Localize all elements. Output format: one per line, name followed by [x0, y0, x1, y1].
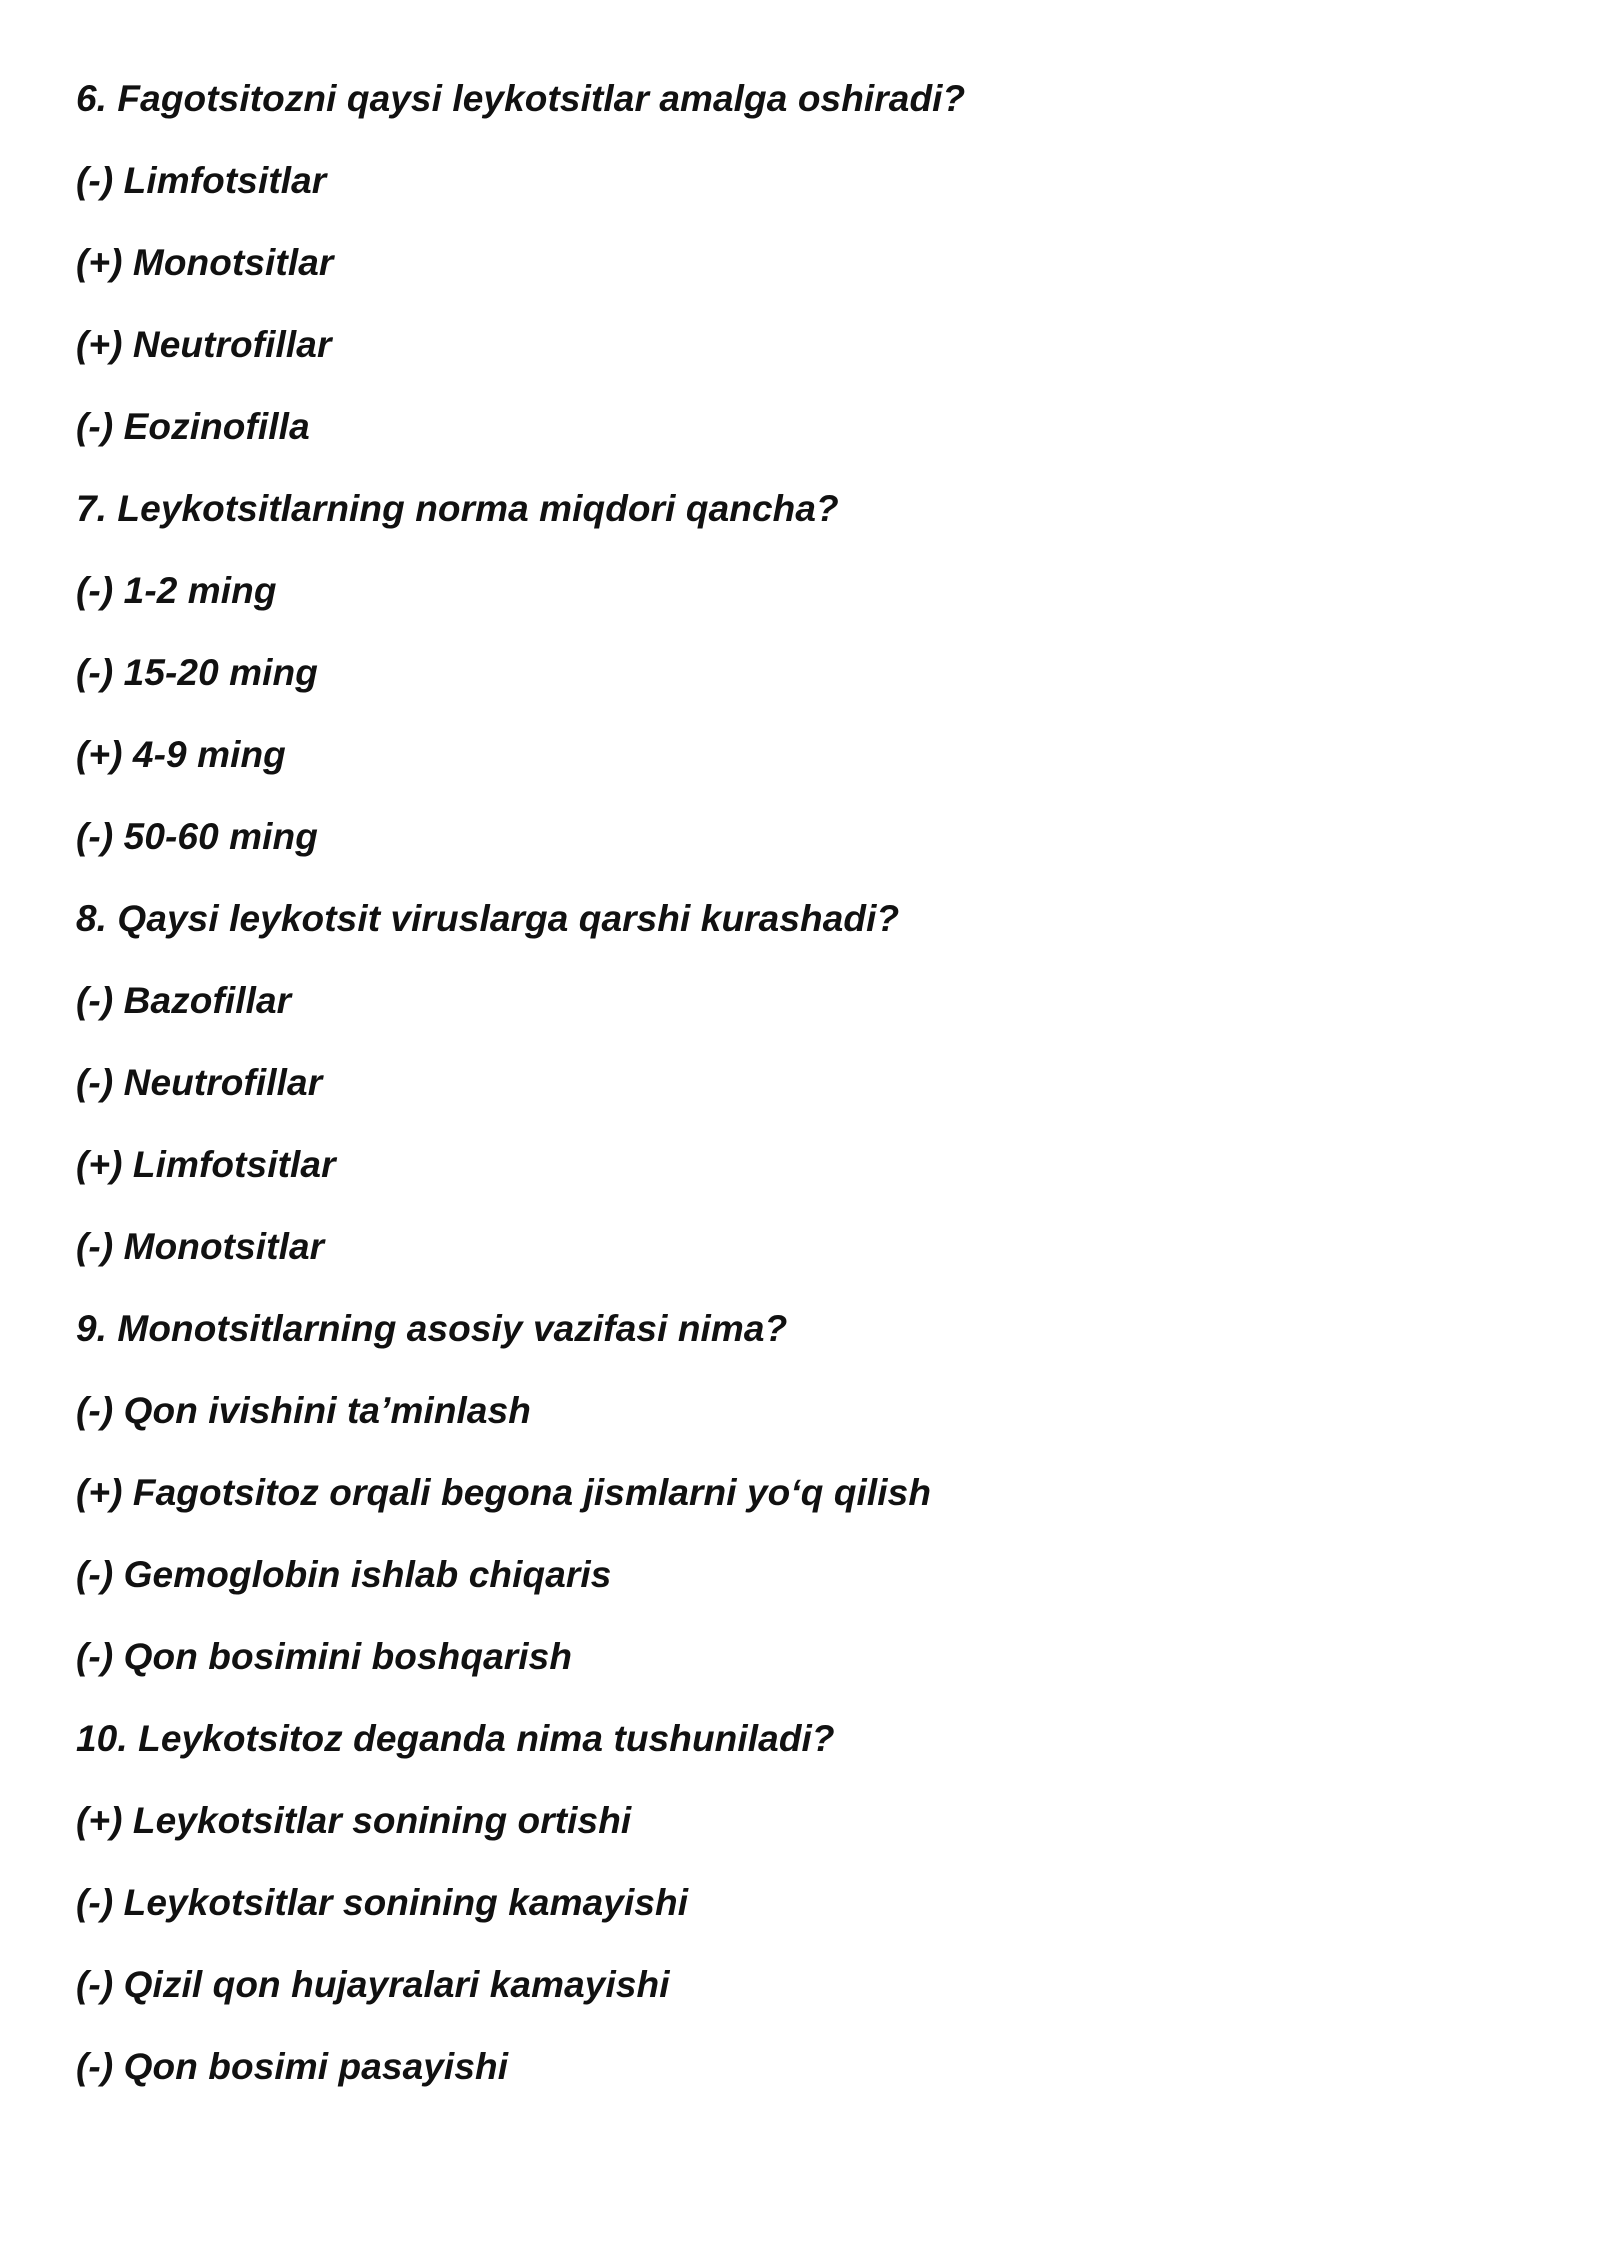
answer-option: (+) Monotsitlar	[76, 242, 334, 283]
answer-option: (-) Limfotsitlar	[76, 160, 327, 201]
quiz-text	[76, 68, 965, 2118]
question-6: 6. Fagotsitozni qaysi leykotsitlar amalga oshiradi?	[76, 78, 966, 119]
question-10: 10. Leykotsitoz deganda nima tushuniladi?	[76, 1718, 835, 1759]
answer-option: (-) 15-20 ming	[76, 652, 318, 693]
answer-option: (+) Fagotsitoz orqali begona jismlarni yo‘q qilish	[76, 1472, 932, 1513]
answer-option: (-) Qizil qon hujayralari kamayishi	[76, 1964, 670, 2005]
answer-option: (-) Leykotsitlar sonining kamayishi	[76, 1882, 689, 1923]
answer-option: (-) Bazofillar	[76, 980, 292, 1021]
answer-option: (-) 50-60 ming	[76, 816, 318, 857]
question-8: 8. Qaysi leykotsit viruslarga qarshi kurashadi?	[76, 898, 900, 939]
answer-option: (-) Neutrofillar	[76, 1062, 323, 1103]
question-7: 7. Leykotsitlarning norma miqdori qancha?	[76, 488, 839, 529]
answer-option: (-) Eozinofilla	[76, 406, 310, 447]
answer-option: (-) Qon bosimini boshqarish	[76, 1636, 573, 1677]
answer-option: (+) Leykotsitlar sonining ortishi	[76, 1800, 632, 1841]
answer-option: (-) Gemoglobin ishlab chiqaris	[76, 1554, 612, 1595]
question-9: 9. Monotsitlarning asosiy vazifasi nima?	[76, 1308, 788, 1349]
answer-option: (+) 4-9 ming	[76, 734, 286, 775]
answer-option: (-) Monotsitlar	[76, 1226, 325, 1267]
answer-option: (-) Qon ivishini ta’minlash	[76, 1390, 531, 1431]
answer-option: (-) 1-2 ming	[76, 570, 277, 611]
answer-option: (+) Limfotsitlar	[76, 1144, 336, 1185]
answer-option: (-) Qon bosimi pasayishi	[76, 2046, 509, 2087]
answer-option: (+) Neutrofillar	[76, 324, 332, 365]
